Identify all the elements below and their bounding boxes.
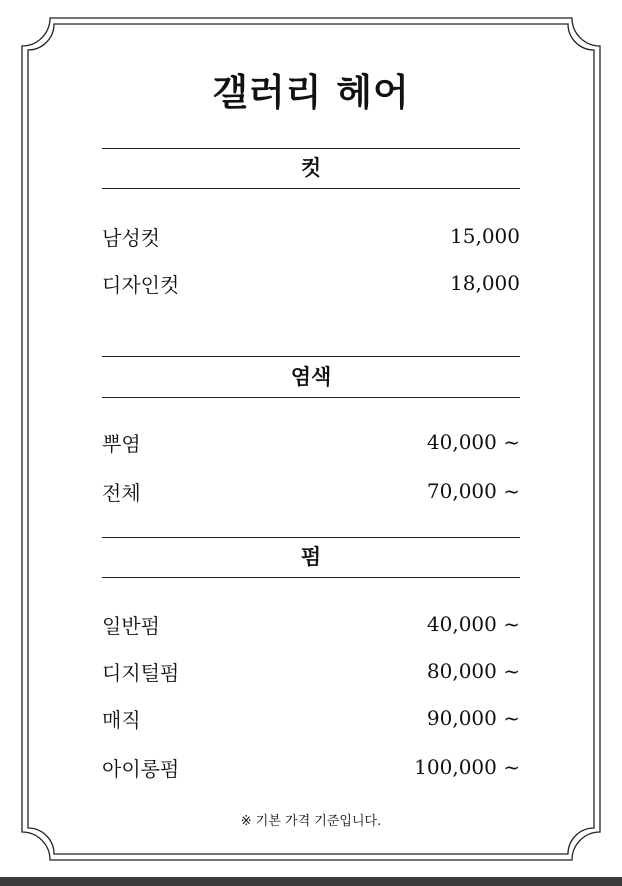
menu-item-name: 매직 (102, 707, 141, 732)
menu-row (102, 703, 520, 733)
menu-item-price: 70,000 ~ (426, 479, 520, 503)
section-heading-cut: 컷 (102, 148, 520, 189)
menu-row (102, 752, 520, 782)
menu-item-price: 100,000 ~ (414, 755, 520, 779)
menu-item-price: 18,000 (450, 271, 520, 295)
menu-item-price: 15,000 (450, 224, 520, 248)
menu-row (102, 656, 520, 686)
salon-title: 갤러리 헤어 (212, 71, 410, 114)
menu-row (102, 476, 520, 506)
menu-row (102, 427, 520, 457)
menu-item-price: 40,000 ~ (426, 430, 520, 454)
menu-item-name: 전체 (102, 480, 141, 505)
menu-row (102, 268, 520, 298)
section-heading-color: 염색 (102, 356, 520, 398)
menu-item-name: 아이롱펌 (102, 756, 180, 781)
menu-row (102, 609, 520, 639)
bottom-bar (0, 877, 622, 886)
menu-item-price: 90,000 ~ (426, 706, 520, 730)
menu-item-name: 일반펌 (102, 613, 160, 638)
menu-row (102, 221, 520, 251)
pricing-note: ※ 기본 가격 기준입니다. (240, 814, 382, 829)
menu-item-name: 디지털펌 (102, 660, 180, 685)
menu-item-name: 뿌염 (102, 431, 141, 456)
menu-item-price: 40,000 ~ (426, 612, 520, 636)
section-heading-perm: 펌 (102, 537, 520, 578)
menu-item-name: 디자인컷 (102, 272, 180, 297)
menu-item-price: 80,000 ~ (426, 659, 520, 683)
menu-item-name: 남성컷 (102, 225, 160, 250)
